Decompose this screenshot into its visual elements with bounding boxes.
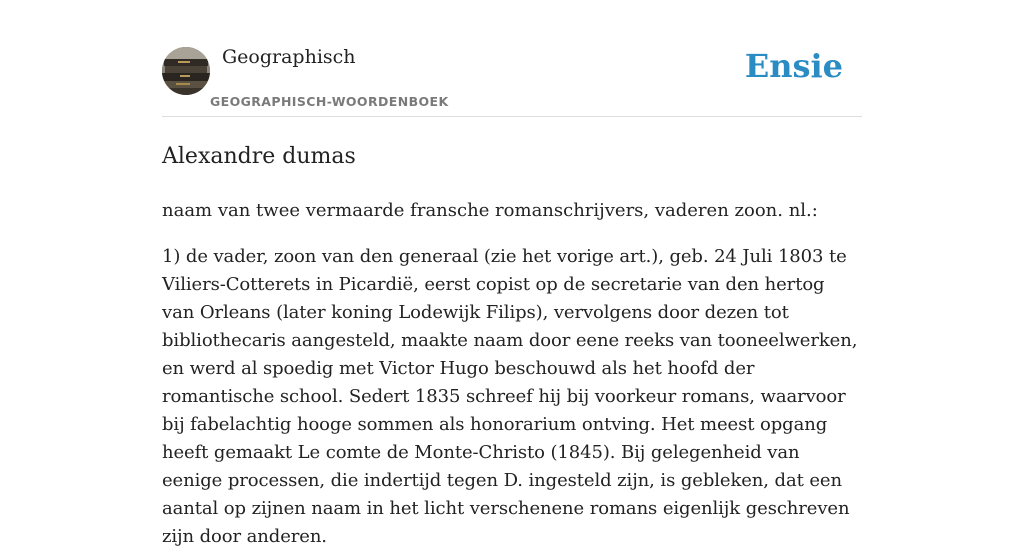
site-name[interactable]: Geographisch bbox=[222, 46, 356, 68]
avatar[interactable] bbox=[162, 47, 210, 95]
site-subtitle[interactable]: GEOGRAPHISCH-WOORDENBOEK bbox=[210, 94, 449, 109]
header bbox=[162, 0, 862, 117]
article-entry: 1) de vader, zoon van den generaal (zie het vorige art.), geb. 24 Juli 1803 te Viliers-Cotterets in Picardië, eerst copist op de secretarie van den hertog van Orleans (later koning Lodewijk Filips), vervolgens door dezen tot bibliothecaris aangesteld, maakte naam door eene reeks van tooneelwerken, en werd al spoedig met Victor Hugo beschouwd als het hoofd der romantische school. Sedert 1835 schreef hij bij voorkeur romans, waarvoor bij fabelachtig hooge sommen als honorarium ontving. Het meest opgang heeft gemaakt Le comte de Monte-Christo (1845). Bij gelegenheid van eenige processen, die indertijd tegen D. ingesteld zijn, is gebleken, dat een aantal op zijnen naam in het licht verschenene romans eigenlijk geschreven zijn door anderen. bbox=[162, 246, 858, 547]
book-stack-icon bbox=[162, 47, 210, 95]
brand-logo[interactable]: Ensie bbox=[744, 47, 843, 85]
article-intro: naam van twee vermaarde fransche romanschrijvers, vaderen zoon. nl.: bbox=[162, 200, 818, 221]
article bbox=[162, 141, 862, 551]
article-title: Alexandre dumas bbox=[162, 144, 356, 169]
page bbox=[162, 0, 862, 551]
